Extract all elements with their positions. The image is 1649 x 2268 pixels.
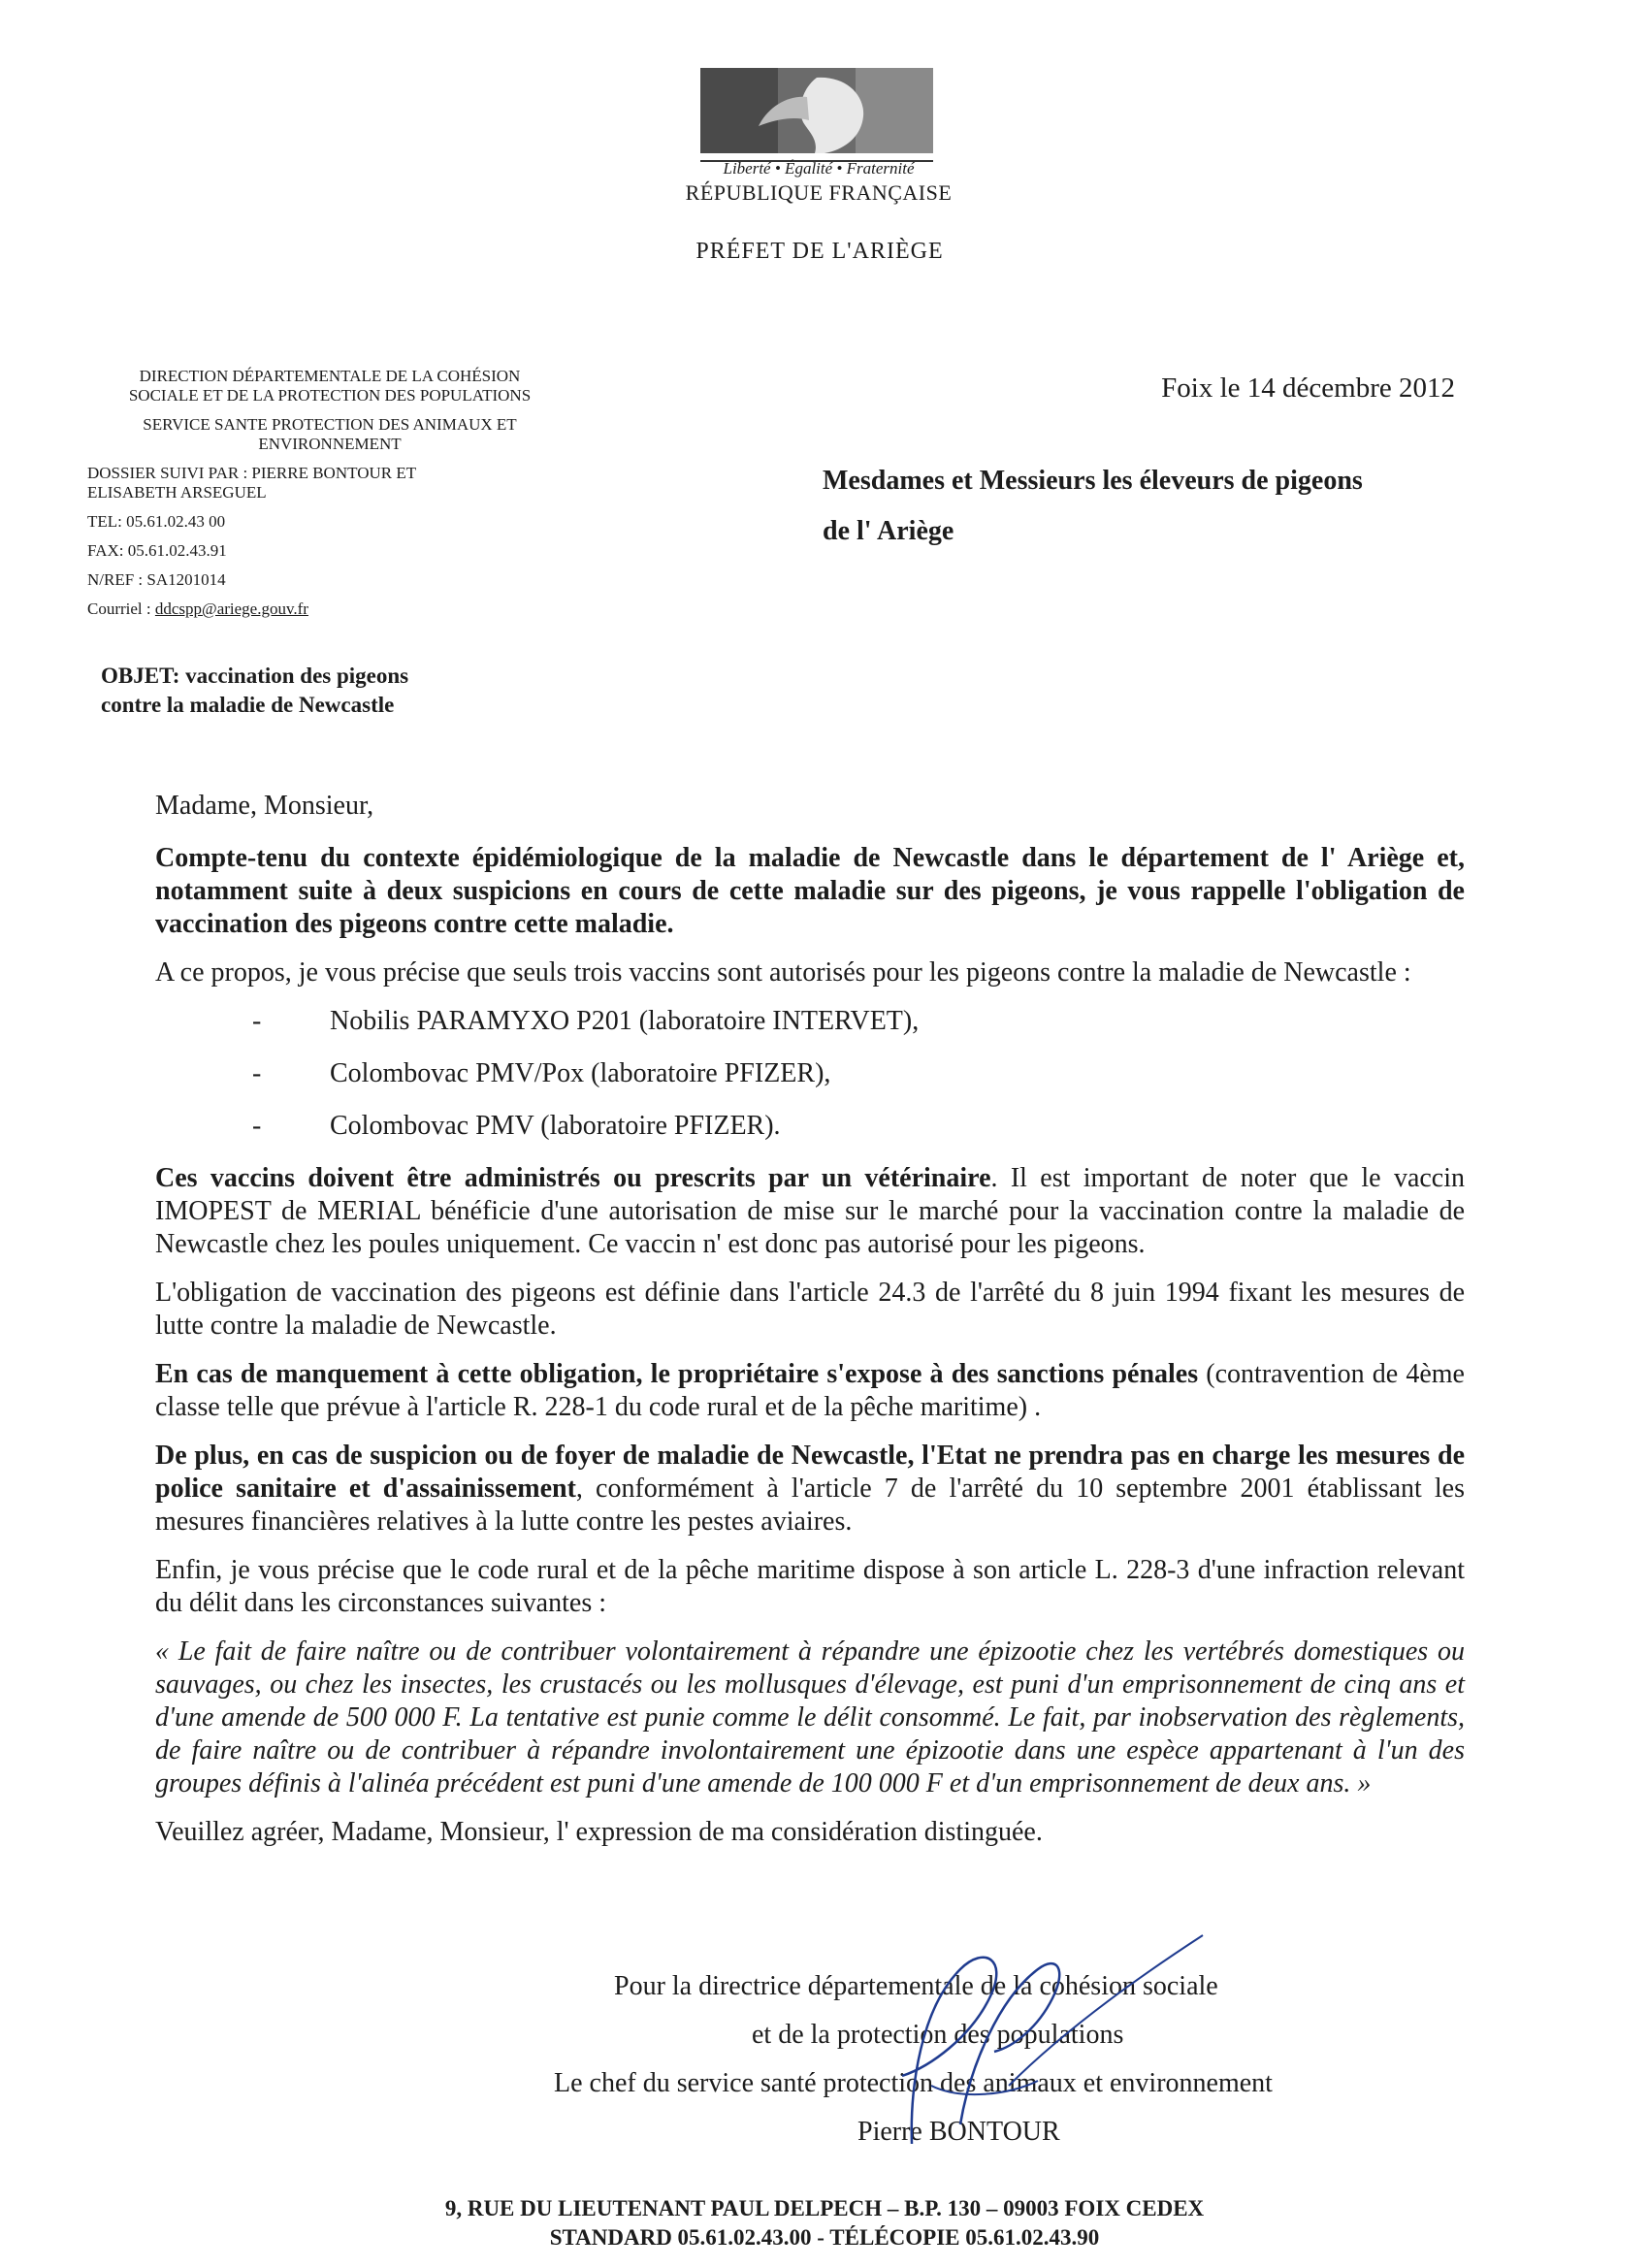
sender-block bbox=[87, 367, 572, 619]
handwritten-signature bbox=[815, 1930, 1242, 2154]
footer-address: 9, RUE DU LIEUTENANT PAUL DELPECH – B.P. 130 – 09003 FOIX CEDEX bbox=[444, 2196, 1205, 2220]
fax: FAX: 05.61.02.43.91 bbox=[87, 541, 227, 560]
signature-line1: Pour la directrice départementale de la cohésion sociale bbox=[614, 1971, 1218, 2001]
veterinaire-bold: Ces vaccins doivent être administrés ou prescrits par un vétérinaire bbox=[155, 1163, 991, 1193]
republique-francaise: RÉPUBLIQUE FRANÇAISE bbox=[685, 180, 953, 205]
objet-block bbox=[101, 662, 508, 720]
recipient-line1: Mesdames et Messieurs les éleveurs de pigeons bbox=[823, 466, 1363, 496]
vaccine-label: Colombovac PMV (laboratoire PFIZER). bbox=[330, 1111, 781, 1141]
marianne-logo bbox=[700, 68, 933, 169]
list-dash: - bbox=[252, 1111, 262, 1141]
etat-rest: , conformément à l'article 7 de l'arrêté du 10 septembre 2001 établissant les mesures financières relatives à la lutte contre les pestes aviaires. bbox=[155, 1474, 1465, 1537]
legal-quote: « Le fait de faire naître ou de contribuer volontairement à répandre une épizootie chez les vertébrés domestiques ou sauvages, ou chez les insectes, les crustacés ou les mollusques d'élevage, est puni d'un emprisonnement de cinq ans et d'une amende de 500 000 F. La tentative est punie comme le délit consommé. Le fait, par inobservation des règlements, de faire naître ou de contribuer à répandre involontairement une épizootie dans une espèce appartenant à l'un des groupes définis à l'alinéa précédent est puni d'une amende de 100 000 F et d'un emprisonnement de deux ans. » bbox=[155, 1636, 1465, 1798]
tel: TEL: 05.61.02.43 00 bbox=[87, 512, 226, 531]
sanctions-bold: En cas de manquement à cette obligation, le propriétaire s'expose à des sanctions pénales bbox=[155, 1359, 1199, 1389]
signature-line3: Le chef du service santé protection des animaux et environnement bbox=[554, 2068, 1273, 2098]
courriel-link[interactable]: ddcspp@ariege.gouv.fr bbox=[154, 599, 308, 618]
nref: N/REF : SA1201014 bbox=[87, 570, 226, 589]
vaccine-item bbox=[155, 1057, 1465, 1090]
letter-date: Foix le 14 décembre 2012 bbox=[1161, 373, 1455, 404]
signatory-name: Pierre BONTOUR bbox=[857, 2117, 1060, 2147]
dossier-line2: ELISABETH ARSEGUEL bbox=[87, 483, 267, 502]
paragraph-veterinaire bbox=[155, 1162, 1465, 1261]
marianne-logo-graphic bbox=[700, 68, 933, 169]
vaccine-label: Colombovac PMV/Pox (laboratoire PFIZER), bbox=[330, 1058, 831, 1088]
veterinaire-rest: . Il est important de noter que le vaccin IMOPEST de MERIAL bénéficie d'une autorisation de mise sur le marché pour la vaccination contre la maladie de Newcastle chez les poules uniquement. Ce vaccin n' est donc pas autorisé pour les pigeons. bbox=[155, 1163, 1466, 1259]
paragraph-obligation: L'obligation de vaccination des pigeons est définie dans l'article 24.3 de l'arrêté du 8 juin 1994 fixant les mesures de lutte contre la maladie de Newcastle. bbox=[155, 1278, 1465, 1341]
objet-line2: contre la maladie de Newcastle bbox=[101, 693, 395, 717]
dossier-line1: DOSSIER SUIVI PAR : PIERRE BONTOUR ET bbox=[87, 464, 417, 482]
etat-bold: De plus, en cas de suspicion ou de foyer de maladie de Newcastle, l'Etat ne prendra pas en charge les mesures de police sanitaire et d'assainissement bbox=[155, 1441, 1465, 1504]
vaccine-list bbox=[155, 1005, 1465, 1143]
list-dash: - bbox=[252, 1006, 262, 1036]
service-line2: ENVIRONNEMENT bbox=[258, 435, 402, 453]
paragraph-etat bbox=[155, 1440, 1465, 1539]
direction-line1: DIRECTION DÉPARTEMENTALE DE LA COHÉSION bbox=[139, 367, 521, 385]
salutation: Madame, Monsieur, bbox=[155, 791, 374, 821]
paragraph-context: Compte-tenu du contexte épidémiologique de la maladie de Newcastle dans le département de l' Ariège et, notamment suite à deux suspicions en cours de cette maladie sur des pigeons, je vous rappelle l'obligation de vaccination des pigeons contre cette maladie. bbox=[155, 843, 1465, 939]
recipient-line2: de l' Ariège bbox=[823, 516, 954, 546]
paragraph-code-rural: Enfin, je vous précise que le code rural et de la pêche maritime dispose à son article L. 228-3 d'une infraction relevant du délit dans les circonstances suivantes : bbox=[155, 1555, 1465, 1618]
letter-body bbox=[155, 790, 1465, 1864]
service-line1: SERVICE SANTE PROTECTION DES ANIMAUX ET bbox=[143, 415, 517, 434]
list-dash: - bbox=[252, 1058, 262, 1088]
direction-line2: SOCIALE ET DE LA PROTECTION DES POPULATIONS bbox=[128, 386, 532, 405]
courriel bbox=[87, 599, 572, 619]
vaccine-label: Nobilis PARAMYXO P201 (laboratoire INTERVET), bbox=[330, 1006, 920, 1036]
republic-motto: Liberté • Égalité • Fraternité bbox=[723, 159, 915, 178]
signature-line2: et de la protection des populations bbox=[752, 2020, 1124, 2050]
recipient-block bbox=[823, 456, 1502, 557]
paragraph-sanctions bbox=[155, 1358, 1465, 1424]
courriel-label: Courriel : bbox=[87, 599, 155, 618]
paragraph-vaccines-intro: A ce propos, je vous précise que seuls trois vaccins sont autorisés pour les pigeons contre la maladie de Newcastle : bbox=[155, 957, 1411, 988]
closing: Veuillez agréer, Madame, Monsieur, l' expression de ma considération distinguée. bbox=[155, 1817, 1043, 1847]
vaccine-item bbox=[155, 1005, 1465, 1038]
objet-line1: OBJET: vaccination des pigeons bbox=[101, 664, 409, 688]
sanctions-rest: (contravention de 4ème classe telle que prévue à l'article R. 228-1 du code rural et de la pêche maritime) . bbox=[155, 1359, 1465, 1422]
letter-footer bbox=[242, 2194, 1406, 2252]
vaccine-item bbox=[155, 1110, 1465, 1143]
footer-phone: STANDARD 05.61.02.43.00 - TÉLÉCOPIE 05.61.02.43.90 bbox=[549, 2225, 1100, 2250]
prefet-title: PRÉFET DE L'ARIÈGE bbox=[695, 239, 944, 264]
